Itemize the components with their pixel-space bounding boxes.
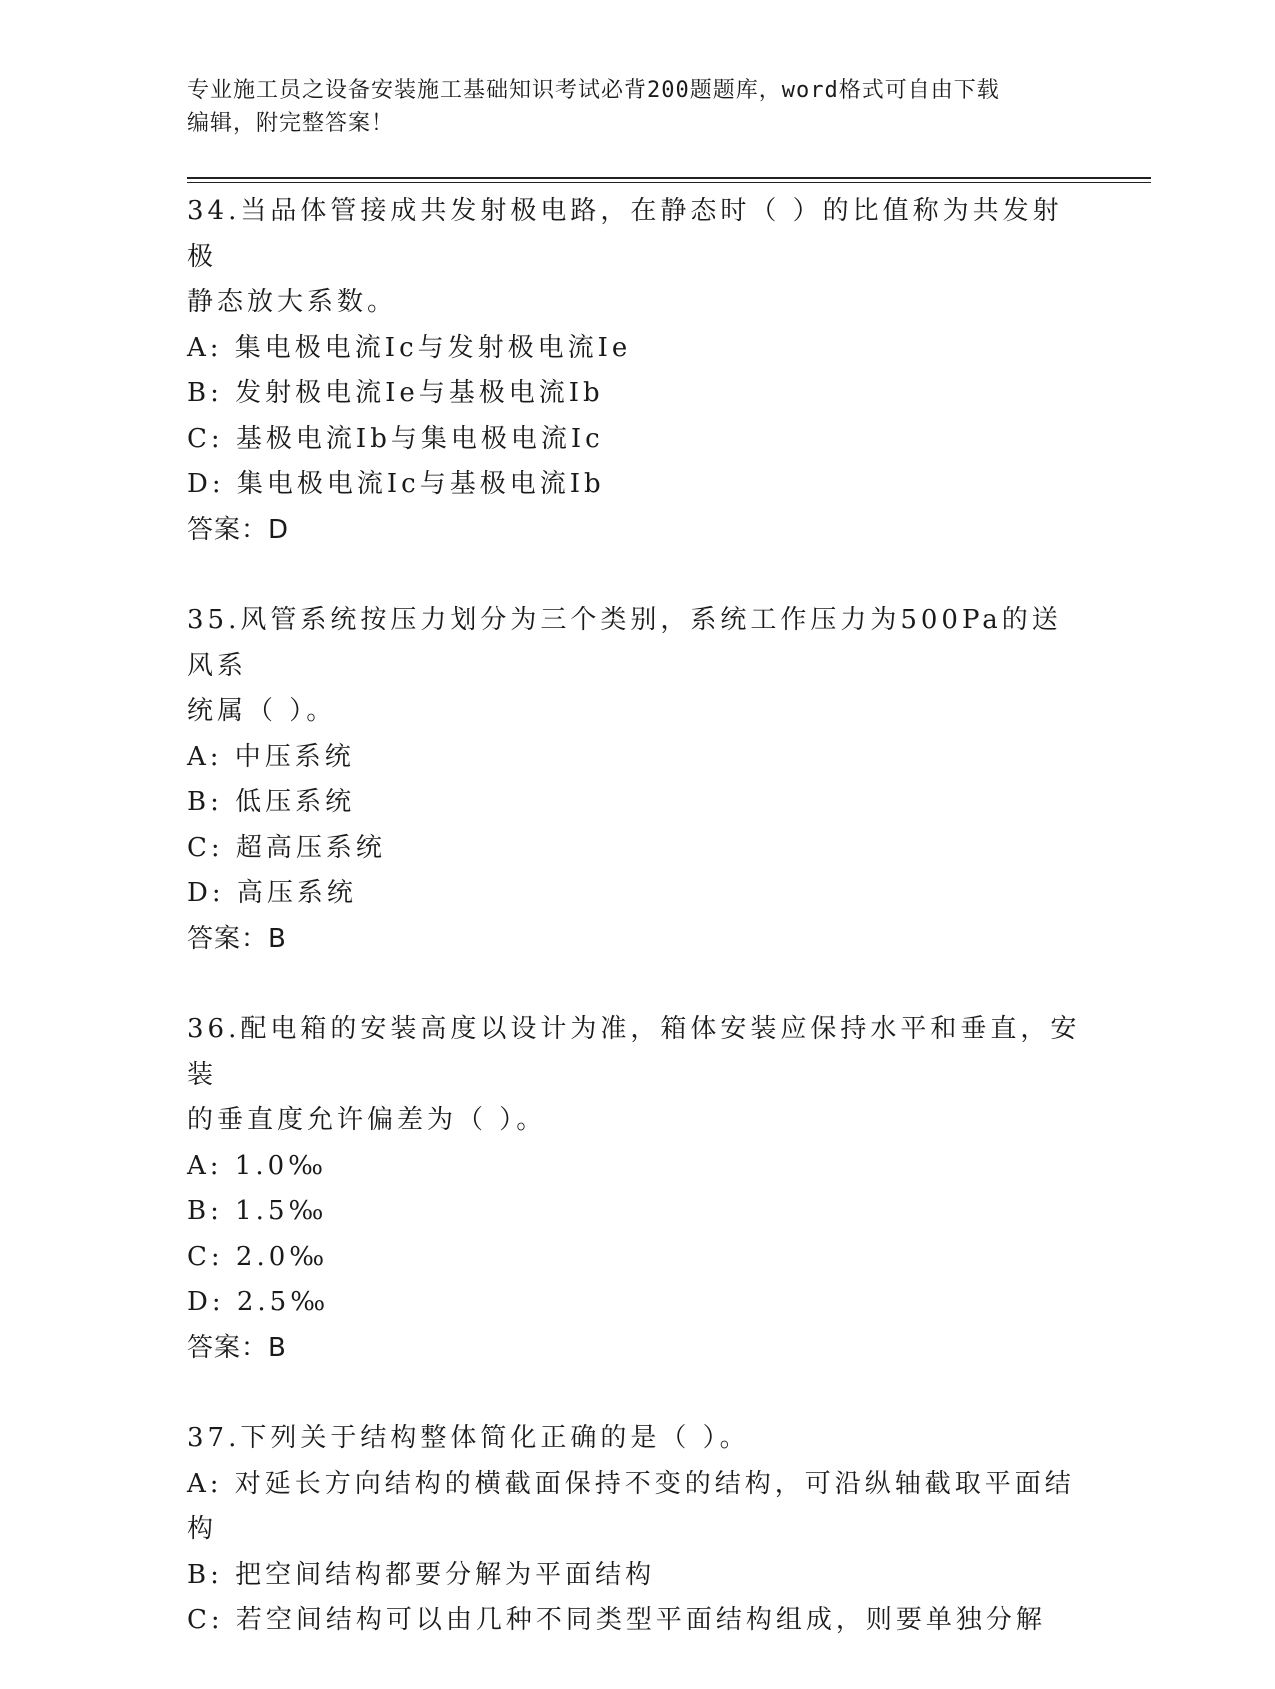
question-stem-continued: 的垂直度允许偏差为（ ）。 bbox=[187, 1105, 547, 1135]
header-line-1: 专业施工员之设备安装施工基础知识考试必背200题题库，word格式可自由下载 bbox=[187, 78, 1000, 103]
option-c: C: 若空间结构可以由几种不同类型平面结构组成，则要单独分解 bbox=[187, 1605, 1046, 1635]
answer: 答案：D bbox=[187, 514, 290, 545]
question-35 bbox=[187, 598, 1087, 962]
question-list bbox=[187, 189, 1087, 1689]
header-divider-thin bbox=[187, 182, 1151, 183]
question-stem-continued: 统属（ ）。 bbox=[187, 696, 337, 726]
answer: 答案：B bbox=[187, 1332, 287, 1363]
option-a: A: 中压系统 bbox=[187, 741, 355, 772]
question-36 bbox=[187, 1007, 1087, 1371]
option-b: B: 低压系统 bbox=[187, 787, 356, 817]
option-a: A: 1.0‰ bbox=[187, 1150, 328, 1181]
option-a: A: 对延长方向结构的横截面保持不变的结构，可沿纵轴截取平面结构 bbox=[187, 1468, 1075, 1544]
option-b: B: 把空间结构都要分解为平面结构 bbox=[187, 1559, 656, 1590]
answer: 答案：B bbox=[187, 923, 287, 954]
option-c: C: 2.0‰ bbox=[187, 1241, 329, 1272]
question-37 bbox=[187, 1416, 1087, 1644]
option-c: C: 超高压系统 bbox=[187, 832, 386, 863]
question-stem: 35.风管系统按压力划分为三个类别，系统工作压力为500Pa的送风系 bbox=[187, 605, 1062, 681]
header-line-2: 编辑，附完整答案！ bbox=[187, 111, 395, 136]
option-b: B: 发射极电流Ie与基极电流Ib bbox=[187, 378, 604, 408]
question-stem: 34.当品体管接成共发射极电路，在静态时（ ）的比值称为共发射极 bbox=[187, 196, 1063, 272]
question-stem: 37.下列关于结构整体简化正确的是（ ）。 bbox=[187, 1423, 750, 1453]
header-divider-thick bbox=[187, 177, 1151, 179]
option-d: D: 集电极电流Ic与基极电流Ib bbox=[187, 469, 605, 499]
option-b: B: 1.5‰ bbox=[187, 1196, 328, 1226]
option-a: A: 集电极电流Ic与发射极电流Ie bbox=[187, 332, 632, 363]
option-d: D: 2.5‰ bbox=[187, 1287, 330, 1317]
option-c: C: 基极电流Ib与集电极电流Ic bbox=[187, 423, 604, 454]
question-34 bbox=[187, 189, 1087, 553]
option-d: D: 高压系统 bbox=[187, 878, 357, 908]
question-stem: 36.配电箱的安装高度以设计为准，箱体安装应保持水平和垂直，安装 bbox=[187, 1014, 1081, 1090]
question-stem-continued: 静态放大系数。 bbox=[187, 287, 398, 317]
document-header bbox=[187, 74, 1087, 140]
